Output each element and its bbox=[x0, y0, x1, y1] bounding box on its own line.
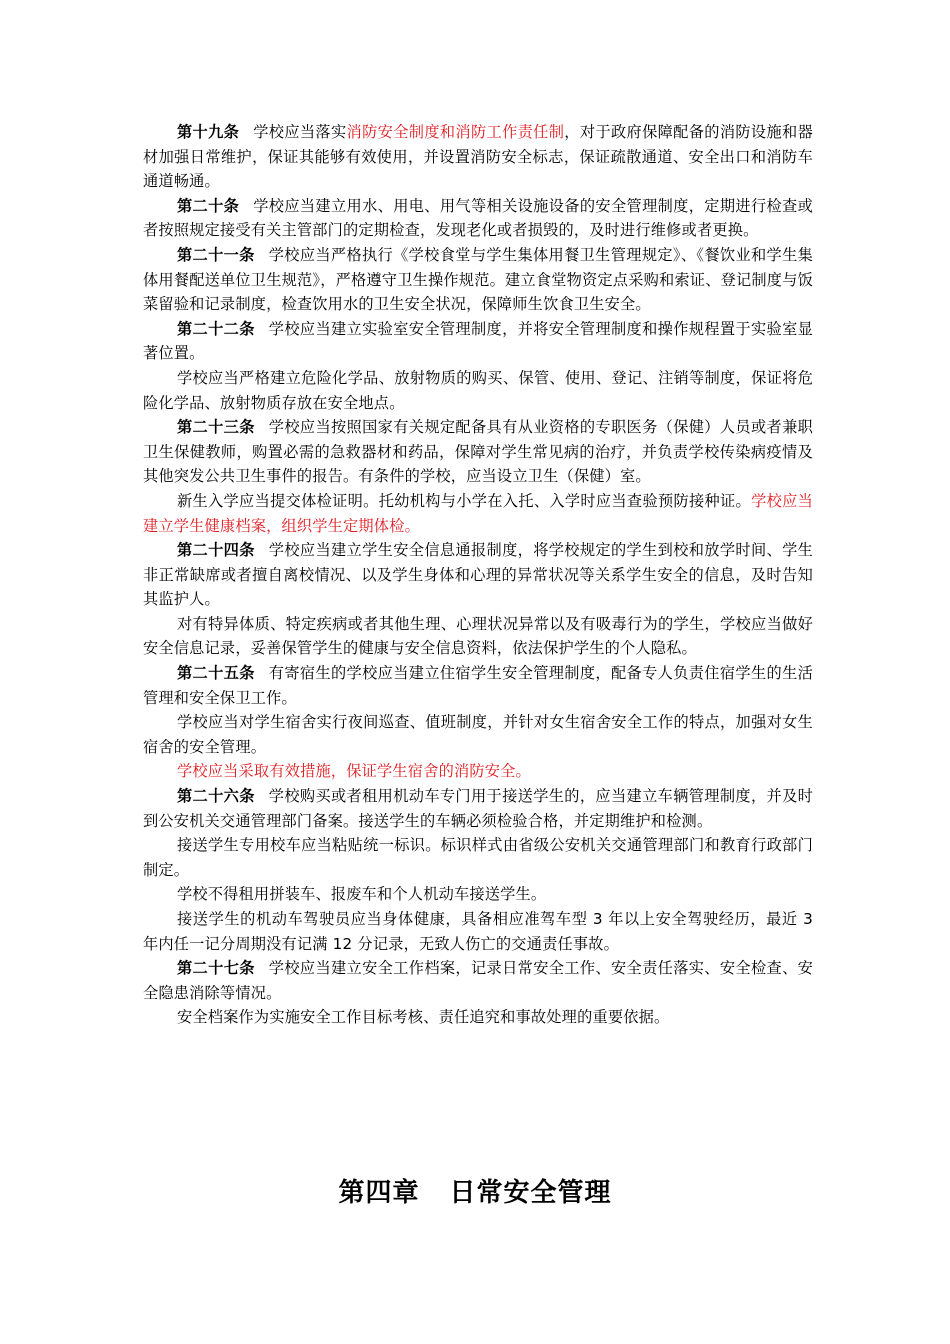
highlighted-text: 消防安全制度和消防工作责任制 bbox=[346, 123, 565, 141]
paragraph bbox=[143, 661, 813, 710]
article-number: 第二十条 bbox=[177, 196, 240, 215]
paragraph bbox=[143, 612, 813, 661]
chapter-heading bbox=[0, 1172, 950, 1209]
paragraph bbox=[143, 1005, 813, 1030]
paragraph-text: 接送学生专用校车应当粘贴统一标识。标识样式由省级公安机关交通管理部门和教育行政部门制定。 bbox=[143, 836, 813, 879]
paragraph bbox=[143, 907, 813, 956]
paragraph-text: 学校购买或者租用机动车专门用于接送学生的，应当建立车辆管理制度，并及时到公安机关交通管理部门备案。接送学生的车辆必须检验合格，并定期维护和检测。 bbox=[143, 787, 814, 830]
highlighted-text: 学校应当采取有效措施，保证学生宿舍的消防安全。 bbox=[177, 762, 531, 781]
chapter-number: 第四章 bbox=[338, 1178, 420, 1208]
paragraph-text: 学校应当严格执行《学校食堂与学生集体用餐卫生管理规定》、《餐饮业和学生集体用餐配送单位卫生规范》，严格遵守卫生操作规范。建立食堂物资定点采购和索证、登记制度与饭菜留验和记录制度，检查饮用水的卫生安全状况，保障师生饮食卫生安全。 bbox=[143, 245, 814, 314]
article-number: 第二十七条 bbox=[177, 959, 255, 978]
paragraph-text: 学校应当建立安全工作档案，记录日常安全工作、安全责任落实、安全检查、安全隐患消除等情况。 bbox=[143, 959, 814, 1002]
paragraph bbox=[143, 538, 813, 612]
paragraph-text: 学校应当按照国家有关规定配备具有从业资格的专职医务（保健）人员或者兼职卫生保健教师，购置必需的急救器材和药品，保障对学生常见病的治疗，并负责学校传染病疫情及其他突发公共卫生事件的报告。有条件的学校，应当设立卫生（保健）室。 bbox=[143, 418, 814, 486]
paragraph-text: 安全档案作为实施安全工作目标考核、责任追究和事故处理的重要依据。 bbox=[177, 1008, 670, 1027]
paragraph bbox=[143, 833, 813, 882]
paragraph bbox=[143, 120, 813, 194]
paragraph-text: ，对于政府保障配备的消防设施和器材加强日常维护，保证其能够有效使用，并设置消防安全标志，保证疏散通道、安全出口和消防车通道畅通。 bbox=[143, 123, 813, 191]
highlighted-text: 学校应当建立学生健康档案，组织学生定期体检。 bbox=[143, 491, 813, 535]
chapter-title: 日常安全管理 bbox=[449, 1178, 612, 1208]
article-number: 第十九条 bbox=[177, 123, 240, 141]
paragraph bbox=[143, 759, 813, 784]
paragraph-text: 学校应当对学生宿舍实行夜间巡查、值班制度，并针对女生宿舍安全工作的特点，加强对女生宿舍的安全管理。 bbox=[143, 713, 813, 756]
article-number: 第二十三条 bbox=[177, 418, 255, 437]
paragraph-text: 学校应当落实 bbox=[253, 123, 347, 141]
paragraph bbox=[143, 710, 813, 759]
paragraph-text: 学校应当建立用水、用电、用气等相关设施设备的安全管理制度，定期进行检查或者按照规定接受有关主管部门的定期检查，发现老化或者损毁的，及时进行维修或者更换。 bbox=[143, 196, 813, 240]
paragraph-text: 学校应当严格建立危险化学品、放射物质的购买、保管、使用、登记、注销等制度，保证将危险化学品、放射物质存放在安全地点。 bbox=[143, 368, 813, 412]
paragraph-text: 对有特异体质、特定疾病或者其他生理、心理状况异常以及有吸毒行为的学生，学校应当做好安全信息记录，妥善保管学生的健康与安全信息资料，依法保护学生的个人隐私。 bbox=[143, 614, 813, 658]
paragraph bbox=[143, 784, 813, 833]
paragraph bbox=[143, 366, 813, 415]
paragraph-text: 学校不得租用拼装车、报废车和个人机动车接送学生。 bbox=[177, 885, 547, 904]
article-number: 第二十四条 bbox=[177, 541, 255, 560]
article-number: 第二十六条 bbox=[177, 787, 255, 806]
paragraph bbox=[143, 882, 813, 907]
paragraph bbox=[143, 317, 813, 366]
article-number: 第二十一条 bbox=[177, 245, 255, 264]
article-number: 第二十二条 bbox=[177, 319, 255, 338]
paragraph-text: 学校应当建立学生安全信息通报制度，将学校规定的学生到校和放学时间、学生非正常缺席或者擅自离校情况、以及学生身体和心理的异常状况等关系学生安全的信息，及时告知其监护人。 bbox=[143, 541, 814, 609]
document-body bbox=[143, 120, 813, 1030]
paragraph bbox=[143, 489, 813, 538]
paragraph-text: 有寄宿生的学校应当建立住宿学生安全管理制度，配备专人负责住宿学生的生活管理和安全保卫工作。 bbox=[143, 664, 814, 707]
paragraph-text: 新生入学应当提交体检证明。托幼机构与小学在入托、入学时应当查验预防接种证。 bbox=[177, 491, 752, 510]
article-number: 第二十五条 bbox=[177, 664, 255, 683]
paragraph bbox=[143, 194, 813, 243]
paragraph-text: 接送学生的机动车驾驶员应当身体健康，具备相应准驾车型 3 年以上安全驾驶经历，最近 3 年内任一记分周期没有记满 12 分记录，无致人伤亡的交通责任事故。 bbox=[143, 910, 813, 953]
paragraph bbox=[143, 956, 813, 1005]
paragraph-text: 学校应当建立实验室安全管理制度，并将安全管理制度和操作规程置于实验室显著位置。 bbox=[143, 319, 814, 363]
paragraph bbox=[143, 415, 813, 489]
paragraph bbox=[143, 243, 813, 317]
